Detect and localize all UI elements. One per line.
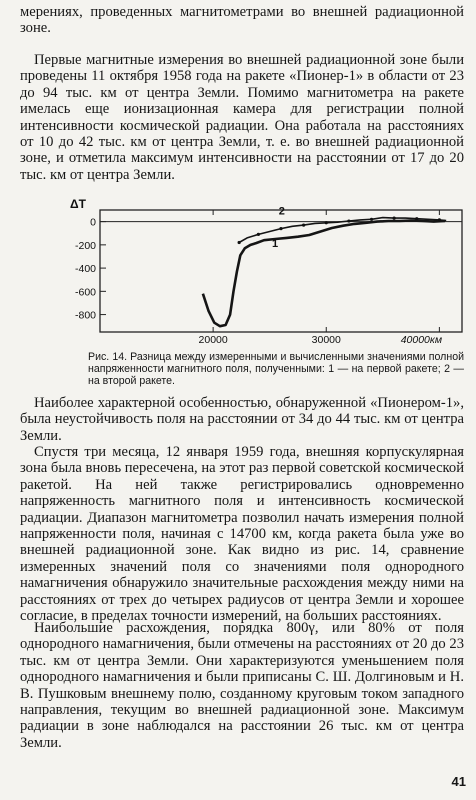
paragraph-soviet-rocket: Спустя три месяца, 12 января 1959 года, внешняя корпускулярная зона была вновь пересечена, на этот раз первой советской космической ракетой. На ней также регистрировались одновременно напряженность магнитного поля и интенсивность космической радиации. Диапазон магнитометра позволил начать измерения полной напряженности поля, начиная с 14700 км, когда ракета была уже во внешней радиационной зоне. Как видно из рис. 14, сравнение измеренных значений поля со значениями поля однородного намагничения обнаружило значительные расхождения между ними на расстояниях от трех до четырех радиусов от центра Земли и хорошее согласие, в пределах точности измерений, на больших расстояниях. xyxy=(20,444,465,625)
series-2-point xyxy=(370,218,373,221)
series-2-point xyxy=(238,241,241,244)
paragraph-continuation: мерениях, проведенных магнитометрами во внешней радиационной зоне. xyxy=(20,4,464,37)
y-tick-label: -400 xyxy=(74,263,96,276)
series-2-point xyxy=(415,217,418,220)
y-axis-label: ΔT xyxy=(70,197,86,211)
figure-caption: Рис. 14. Разница между измеренными и вычисленными значениями полной напряженности магнитного поля, полученными: 1 — на первой ракете; 2 — на второй ракете. xyxy=(88,351,464,388)
x-tick-label: 20000 xyxy=(198,334,228,346)
curve-label-1: 1 xyxy=(271,238,279,251)
series-2-point xyxy=(393,217,396,220)
series-2-point xyxy=(438,218,441,221)
series-2-point xyxy=(279,227,282,230)
series-2-point xyxy=(302,224,305,227)
y-tick-label: -200 xyxy=(74,239,96,252)
curve-label-2: 2 xyxy=(278,205,285,218)
series-2-point xyxy=(347,219,350,222)
paragraph-pioneer-measurements: Первые магнитные измерения во внешней радиационной зоне были проведены 11 октября 1958 года на ракете «Пионер-1» в области от 23 до 94 тыс. км от центра Земли. Помимо магнитометра на ракете имелась еще ионизационная камера для регистрации полной интенсивности космической радиации. Она работала на расстояниях от 10 до 42 тыс. км от центра Земли, т. е. во внешней радиационной зоне, и отметила максимум интенсивности на расстоянии от 17 до 20 тыс. км от центра Земли. xyxy=(20,52,464,183)
series-1-line xyxy=(203,221,445,327)
x-tick-label: 30000 xyxy=(311,334,341,346)
y-tick-label: 0 xyxy=(90,216,96,229)
x-tick-label: 40000км xyxy=(400,334,443,346)
y-tick-label: -800 xyxy=(74,309,96,322)
paragraph-pioneer-feature: Наиболее характерной особенностью, обнаруженной «Пионером-1», была неустойчивость поля на расстоянии от 34 до 44 тыс. км от центра Земли. xyxy=(20,395,464,444)
y-tick-label: -600 xyxy=(74,286,96,299)
page-number: 41 xyxy=(451,774,466,789)
series-2-point xyxy=(257,233,260,236)
series-2-point xyxy=(325,221,328,224)
paragraph-discrepancies: Наибольшие расхождения, порядка 800γ, или 80% от поля однородного намагничения, были отмечены на расстояниях от 20 до 23 тыс. км от центра Земли. Они характеризуются уменьшением поля однородного намагничения и были приписаны С. Ш. Долгиновым и Н. В. Пушковым внешнему полю, созданному круговым током западного направления, текущим во внешней радиационной зоне. Максимум радиации в зоне наблюдался на расстоянии 26 тыс. км от центра Земли. xyxy=(20,620,464,751)
